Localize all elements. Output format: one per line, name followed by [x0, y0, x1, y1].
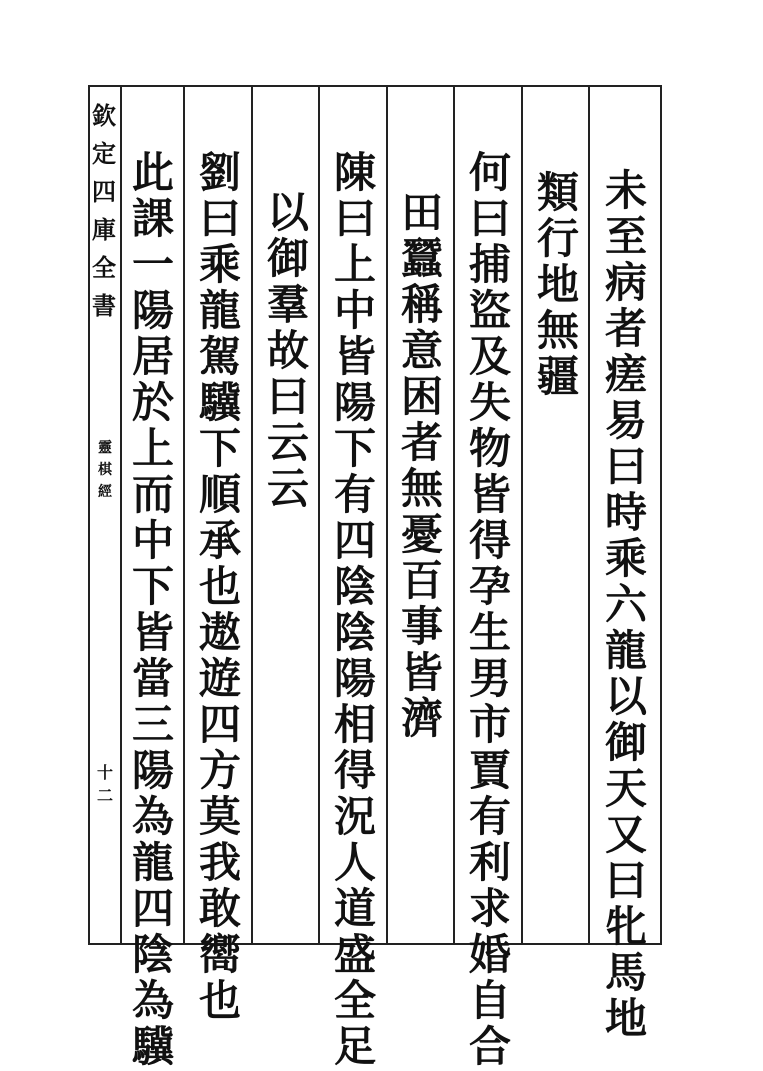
character: 一	[131, 240, 174, 289]
character: 上	[131, 424, 174, 473]
character: 地	[536, 260, 579, 309]
character: 賈	[468, 746, 511, 795]
character: 故	[266, 326, 309, 375]
character: 遨	[198, 608, 241, 657]
character: 乘	[604, 534, 647, 583]
character: 下	[198, 424, 241, 473]
character: 稱	[400, 280, 443, 329]
character: 曰	[198, 194, 241, 243]
character: 敢	[198, 884, 241, 933]
character: 者	[400, 418, 443, 467]
margin-title-char: 定	[92, 139, 116, 168]
character: 易	[604, 396, 647, 445]
character: 足	[333, 1022, 376, 1071]
character: 陳	[333, 148, 376, 197]
character: 男	[468, 654, 511, 703]
character: 盛	[333, 930, 376, 979]
character: 皆	[333, 332, 376, 381]
character: 未	[604, 166, 647, 215]
character: 曰	[604, 856, 647, 905]
character: 也	[198, 976, 241, 1025]
divider-line	[120, 85, 122, 945]
character: 云	[266, 418, 309, 467]
text-column-4	[394, 190, 450, 742]
character: 道	[333, 884, 376, 933]
character: 孕	[468, 562, 511, 611]
character: 皆	[400, 648, 443, 697]
character: 陰	[333, 562, 376, 611]
divider-line	[251, 85, 253, 945]
character: 居	[131, 332, 174, 381]
character: 瘥	[604, 350, 647, 399]
character: 曰	[333, 194, 376, 243]
divider-line	[453, 85, 455, 945]
character: 婚	[468, 930, 511, 979]
character: 陽	[333, 378, 376, 427]
character: 上	[333, 240, 376, 289]
character: 物	[468, 424, 511, 473]
character: 田	[400, 188, 443, 237]
margin-title-char: 庫	[92, 215, 116, 244]
character: 四	[131, 884, 174, 933]
divider-line	[183, 85, 185, 945]
character: 也	[198, 562, 241, 611]
character: 馬	[604, 948, 647, 997]
character: 下	[333, 424, 376, 473]
text-column-2	[530, 170, 586, 400]
text-column-5	[327, 150, 383, 1070]
character: 中	[333, 286, 376, 335]
character: 中	[131, 516, 174, 565]
character: 疆	[536, 352, 579, 401]
character: 牝	[604, 902, 647, 951]
character: 陽	[131, 286, 174, 335]
character: 曰	[468, 194, 511, 243]
character: 以	[266, 188, 309, 237]
character: 曰	[604, 442, 647, 491]
character: 龍	[131, 838, 174, 887]
character: 三	[131, 700, 174, 749]
character: 市	[468, 700, 511, 749]
character: 課	[131, 194, 174, 243]
character: 者	[604, 304, 647, 353]
character: 下	[131, 562, 174, 611]
character: 遊	[198, 654, 241, 703]
character: 生	[468, 608, 511, 657]
folio-number: 十二	[96, 763, 113, 805]
character: 困	[400, 372, 443, 421]
character: 此	[131, 148, 174, 197]
character: 駕	[198, 332, 241, 381]
character: 全	[333, 976, 376, 1025]
character: 況	[333, 792, 376, 841]
character: 四	[333, 516, 376, 565]
character: 云	[266, 464, 309, 513]
character: 自	[468, 976, 511, 1025]
margin-title-char: 欽	[92, 101, 116, 130]
text-column-6	[260, 190, 316, 512]
character: 御	[266, 234, 309, 283]
character: 劉	[198, 148, 241, 197]
character: 無	[536, 306, 579, 355]
character: 行	[536, 214, 579, 263]
margin-book-char: 棋	[98, 462, 112, 478]
character: 當	[131, 654, 174, 703]
character: 得	[333, 746, 376, 795]
character: 驥	[198, 378, 241, 427]
character: 莫	[198, 792, 241, 841]
character: 利	[468, 838, 511, 887]
character: 時	[604, 488, 647, 537]
text-column-3	[462, 150, 518, 1070]
character: 方	[198, 746, 241, 795]
character: 於	[131, 378, 174, 427]
character: 何	[468, 148, 511, 197]
character: 我	[198, 838, 241, 887]
character: 有	[468, 792, 511, 841]
margin-title-char: 全	[92, 253, 116, 282]
margin-title-char: 四	[92, 177, 116, 206]
character: 合	[468, 1022, 511, 1071]
character: 皆	[131, 608, 174, 657]
character: 嚮	[198, 930, 241, 979]
character: 六	[604, 580, 647, 629]
character: 龍	[604, 626, 647, 675]
character: 類	[536, 168, 579, 217]
text-column-7	[192, 150, 248, 1024]
character: 百	[400, 556, 443, 605]
character: 四	[198, 700, 241, 749]
margin-title-char: 書	[92, 291, 116, 320]
character: 曰	[266, 372, 309, 421]
character: 陽	[333, 654, 376, 703]
divider-line	[318, 85, 320, 945]
divider-line	[386, 85, 388, 945]
character: 陽	[131, 746, 174, 795]
divider-line	[521, 85, 523, 945]
character: 又	[604, 810, 647, 859]
character: 而	[131, 470, 174, 519]
character: 事	[400, 602, 443, 651]
character: 及	[468, 332, 511, 381]
character: 無	[400, 464, 443, 513]
character: 以	[604, 672, 647, 721]
character: 病	[604, 258, 647, 307]
character: 天	[604, 764, 647, 813]
character: 至	[604, 212, 647, 261]
text-column-8	[125, 150, 181, 1070]
character: 為	[131, 792, 174, 841]
character: 捕	[468, 240, 511, 289]
character: 人	[333, 838, 376, 887]
character: 陰	[131, 930, 174, 979]
character: 濟	[400, 694, 443, 743]
character: 承	[198, 516, 241, 565]
text-column-1	[598, 168, 654, 1042]
character: 憂	[400, 510, 443, 559]
character: 順	[198, 470, 241, 519]
character: 陰	[333, 608, 376, 657]
character: 得	[468, 516, 511, 565]
character: 求	[468, 884, 511, 933]
margin-book-char: 靈	[98, 440, 112, 456]
divider-line	[588, 85, 590, 945]
margin-book-char: 經	[98, 484, 112, 500]
character: 有	[333, 470, 376, 519]
character: 龍	[198, 286, 241, 335]
character: 意	[400, 326, 443, 375]
character: 蠶	[400, 234, 443, 283]
character: 御	[604, 718, 647, 767]
character: 乘	[198, 240, 241, 289]
character: 相	[333, 700, 376, 749]
character: 為	[131, 976, 174, 1025]
character: 失	[468, 378, 511, 427]
character: 盜	[468, 286, 511, 335]
character: 皆	[468, 470, 511, 519]
character: 驥	[131, 1022, 174, 1071]
character: 羣	[266, 280, 309, 329]
character: 地	[604, 994, 647, 1043]
